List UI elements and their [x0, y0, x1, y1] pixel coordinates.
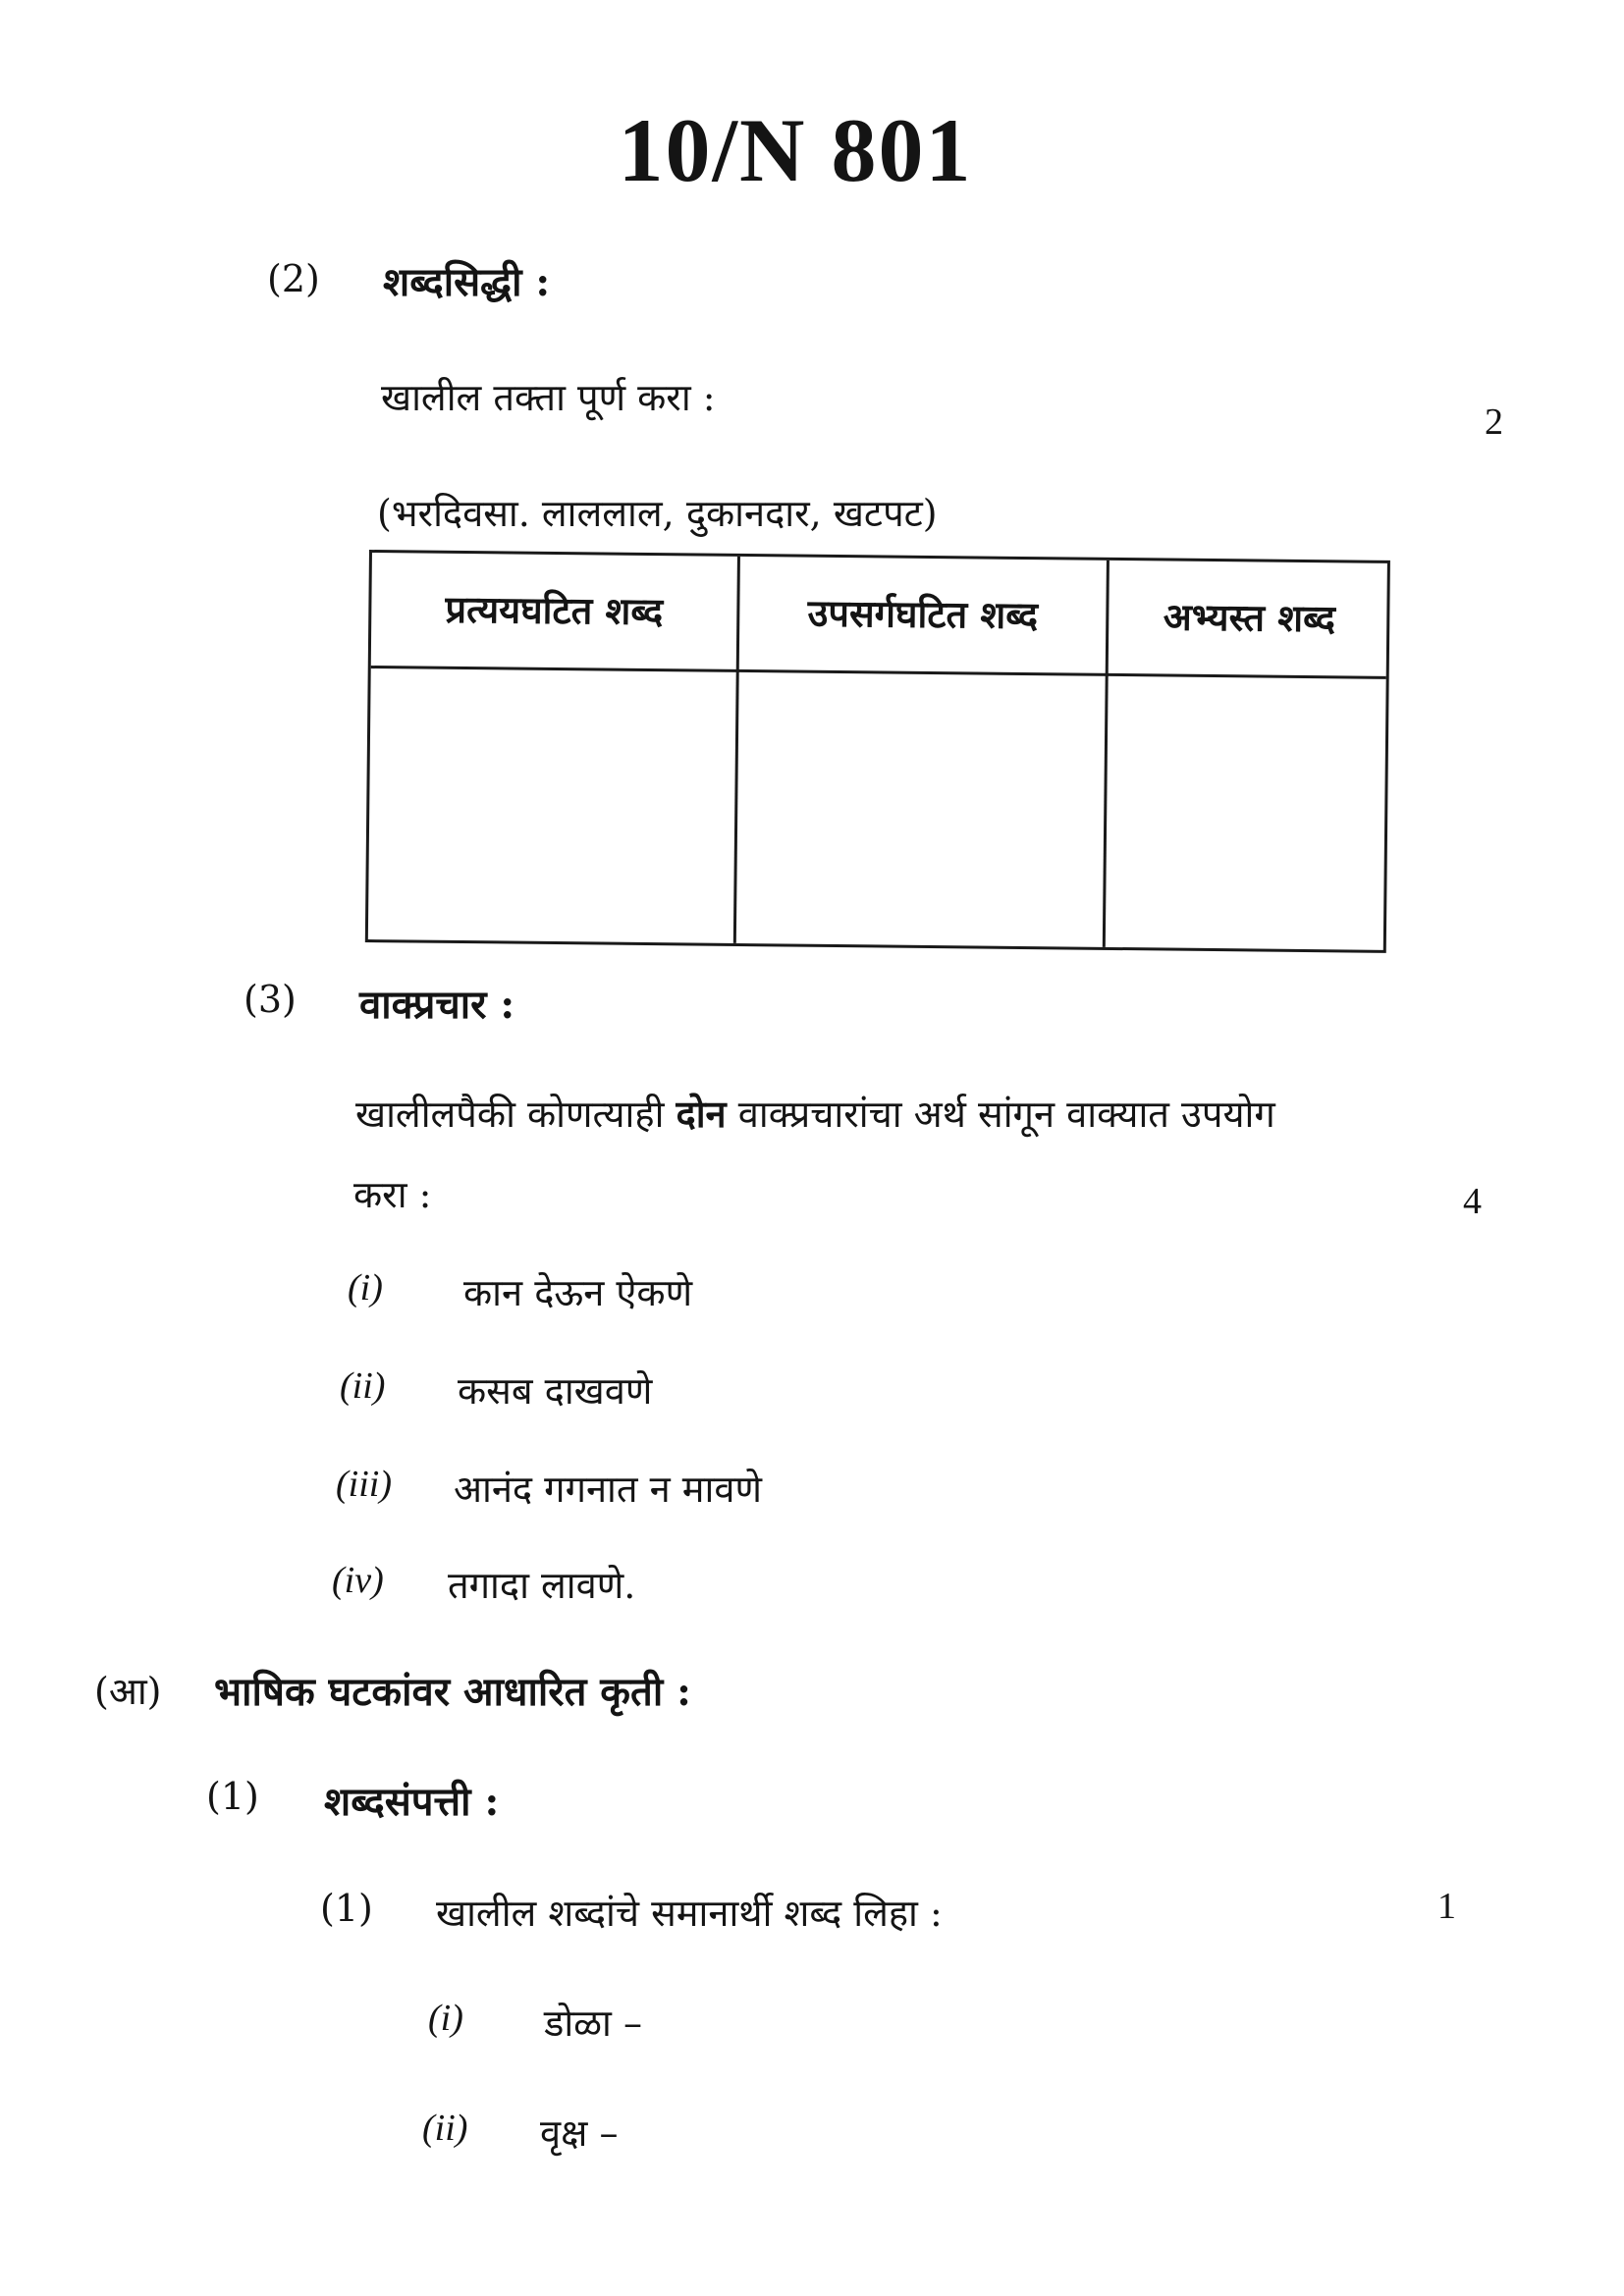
table-header-cell: अभ्यस्त शब्द — [1163, 594, 1336, 641]
q2-instruction: खालील तक्ता पूर्ण करा : — [381, 376, 716, 419]
q2-marks: 2 — [1485, 401, 1503, 443]
q3-title: वाक्प्रचार : — [359, 982, 515, 1028]
sub1-q1-item-text: वृक्ष – — [540, 2111, 619, 2155]
section-label: (आ) — [94, 1670, 162, 1713]
q3-item-label: (ii) — [340, 1365, 386, 1407]
table-header-cell: प्रत्ययघटित शब्द — [445, 586, 664, 634]
table-header-cell: उपसर्गघटित शब्द — [807, 590, 1039, 638]
q3-item-label: (iii) — [336, 1464, 392, 1505]
q3-item-text: कसब दाखवणे — [458, 1369, 653, 1413]
q3-instruction-bold: दोन — [676, 1092, 727, 1136]
word-table — [365, 550, 1390, 953]
q3-instruction — [355, 1088, 1275, 1139]
q2-number: (2) — [267, 257, 320, 300]
q3-item-text: आनंद गगनात न मावणे — [454, 1468, 762, 1511]
page-code: 10/N 801 — [618, 100, 973, 200]
q3-item-text: कान देऊन ऐकणे — [463, 1271, 693, 1314]
q3-item-label: (i) — [348, 1267, 383, 1308]
sub1-q1-item-label: (i) — [428, 1998, 463, 2039]
section-title: भाषिक घटकांवर आधारित कृती : — [214, 1669, 691, 1715]
q3-item-text: तगादा लावणे. — [448, 1564, 636, 1607]
q3-instruction-cont: करा : — [353, 1173, 432, 1216]
sub1-q1-item-label: (ii) — [422, 2108, 468, 2149]
sub1-title: शब्दसंपत्ती : — [324, 1779, 500, 1825]
sub1-q1-marks: 1 — [1437, 1886, 1456, 1927]
q3-marks: 4 — [1463, 1181, 1482, 1222]
sub1-q1-number: (1) — [320, 1887, 373, 1930]
sub1-q1-item-text: डोळा – — [544, 2002, 642, 2045]
q2-word-list: (भरदिवसा. लाललाल, दुकानदार, खटपट) — [377, 492, 938, 535]
q3-number: (3) — [244, 978, 297, 1021]
sub1-number: (1) — [206, 1775, 259, 1818]
sub1-q1-instruction: खालील शब्दांचे समानार्थी शब्द लिहा : — [436, 1892, 943, 1935]
q3-instruction-part1: खालीलपैकी कोणत्याही — [355, 1093, 665, 1136]
q2-title: शब्दसिद्धी : — [383, 259, 551, 305]
q3-item-label: (iv) — [332, 1560, 384, 1601]
q3-instruction-part2: वाक्प्रचारांचा अर्थ सांगून वाक्यात उपयोग — [737, 1093, 1275, 1136]
